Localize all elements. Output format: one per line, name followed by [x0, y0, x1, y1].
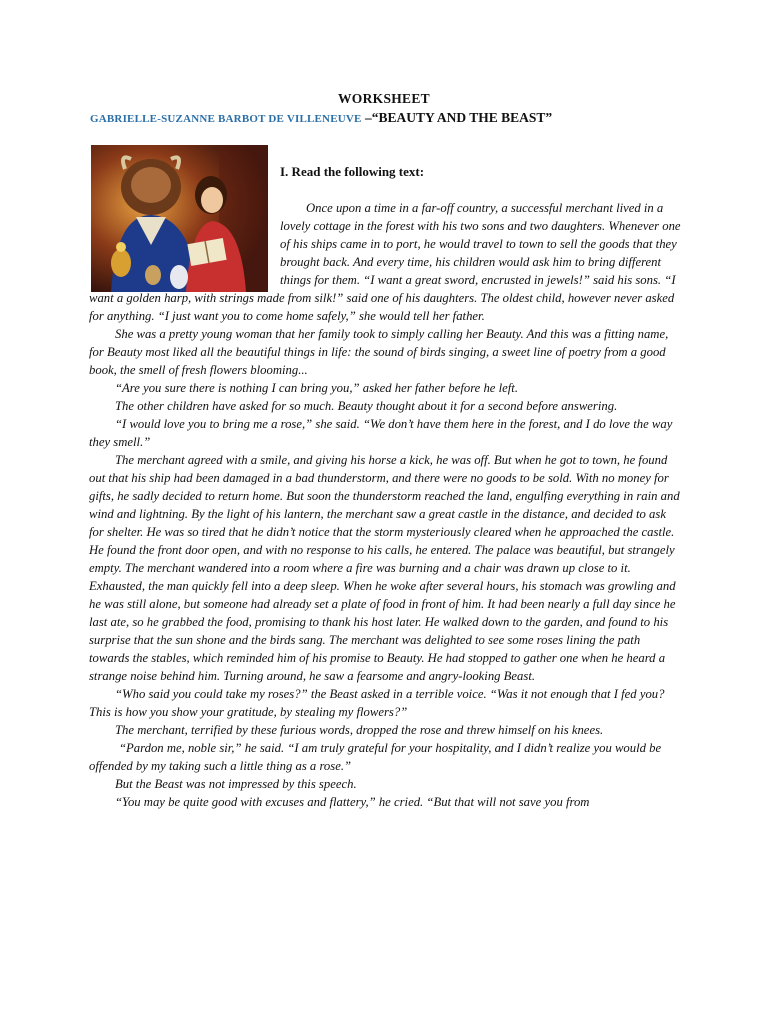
paragraph-2: She was a pretty young woman that her family took to simply calling her Beauty. And this was a fitting name, for Beauty most liked all the beautiful things in life: the sound of birds singing, a sweet line of poetry from a good book, the smell of fresh flowers blooming...: [89, 327, 669, 377]
work-title: “BEAUTY AND THE BEAST”: [371, 110, 553, 125]
paragraph-3: “Are you sure there is nothing I can bring you,” asked her father before he left.: [115, 381, 518, 395]
paragraph-4: The other children have asked for so much. Beauty thought about it for a second before answering.: [115, 399, 618, 413]
paragraph-1: Once upon a time in a far-off country, a successful merchant lived in a lovely cottage in the forest with his two sons and two daughters. Whenever one of his ships came in to port, he would travel to town to sell the goods that they brought back. And every time, his children would ask him to bring different things for them. “I want a great sword, encrusted in jewels!” said his sons. “I want a golden harp, with strings made from silk!” said one of his daughters. The oldest child, however never asked for anything. “I just want you to come home safely,” she would tell her father.: [89, 201, 681, 323]
paragraph-9: “Pardon me, noble sir,” he said. “I am truly grateful for your hospitality, and I didn’t realize you would be offended by my taking such a little thing as a rose.”: [89, 741, 662, 773]
paragraph-7: “Who said you could take my roses?” the Beast asked in a terrible voice. “Was it not enough that I fed you? This is how you show your gratitude, by stealing my flowers?”: [89, 687, 665, 719]
worksheet-subtitle: [90, 110, 552, 126]
author-name: GABRIELLE-SUZANNE BARBOT DE VILLENEUVE: [90, 113, 362, 125]
paragraph-1-intro: [89, 199, 681, 325]
story-text: [89, 199, 681, 811]
paragraph-6: The merchant agreed with a smile, and giving his horse a kick, he was off. But when he got to town, he found out that his ship had been damaged in a bad thunderstorm, and there were no goods to be sold. With no money for gifts, he sadly decided to return home. But soon the thunderstorm reached the land, engulfing everything in rain and wind and lightning. By the light of his lantern, the merchant saw a great castle in the distance, and decided to ask for shelter. He was so tired that he didn’t notice that the storm mysteriously cleared when he approached the castle. He found the front door open, and with no response to his calls, he entered. The palace was beautiful, but strangely empty. The merchant wandered into a room where a fire was burning and a chair was drawn up close to it. Exhausted, the man quickly fell into a deep sleep. When he woke after several hours, his stomach was growling and he was still alone, but someone had already set a plate of food in front of him. It had been nearly a full day since he last ate, so he grabbed the food, promising to thank his host later. He walked down to the garden, and found to his surprise that the sun shone and the birds sang. The merchant was delighted to see some roses lining the path towards the stables, which reminded him of his promise to Beauty. He had stopped to gather one when he heard a strange noise behind him. Turning around, he saw a fearsome and angry-looking Beast.: [89, 453, 680, 683]
section-heading: I. Read the following text:: [280, 164, 425, 179]
paragraph-5: “I would love you to bring me a rose,” she said. “We don’t have them here in the forest, and I do love the way they smell.”: [89, 417, 673, 449]
paragraph-10: But the Beast was not impressed by this speech.: [115, 777, 357, 791]
subtitle-separator: –: [361, 110, 372, 125]
paragraph-11: “You may be quite good with excuses and flattery,” he cried. “But that will not save you from: [115, 795, 590, 809]
worksheet-title: WORKSHEET: [338, 91, 430, 106]
paragraph-8: The merchant, terrified by these furious words, dropped the rose and threw himself on his knees.: [115, 723, 604, 737]
